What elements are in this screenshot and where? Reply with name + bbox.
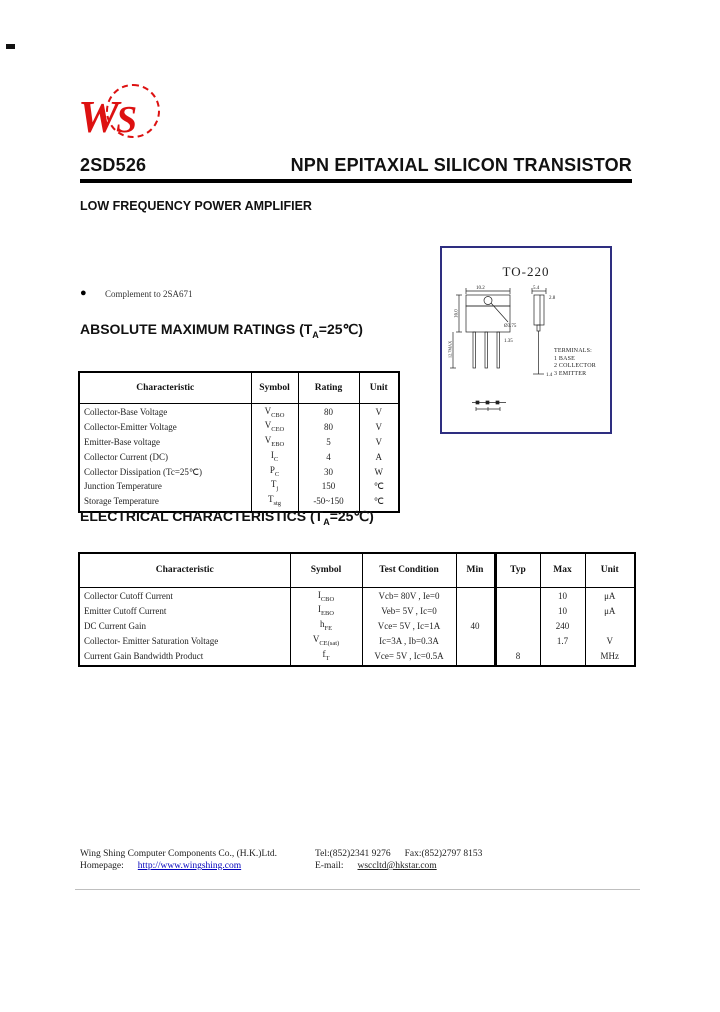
cell-unit: MHz <box>585 649 635 667</box>
company-name: Wing Shing Computer Components Co., (H.K.)Ltd. <box>80 849 277 859</box>
cell-test-condition: Vcb= 80V , Ie=0 <box>362 587 456 604</box>
dim-depth: 2.8 <box>549 296 556 301</box>
symbol-base: T <box>267 494 274 505</box>
symbol-base: P <box>269 464 275 475</box>
logo-letter-w: W <box>78 91 119 142</box>
cell-symbol <box>251 435 298 450</box>
cell-typ <box>495 587 540 604</box>
cell-characteristic: Current Gain Bandwidth Product <box>79 649 290 667</box>
table-row <box>79 479 399 494</box>
symbol-base: V <box>264 420 272 431</box>
email-line <box>315 861 437 871</box>
symbol-base: V <box>312 633 320 644</box>
document-title: NPN EPITAXIAL SILICON TRANSISTOR <box>290 155 632 175</box>
dim-thickness: 5.4 <box>533 286 540 291</box>
lead-1 <box>473 332 476 368</box>
tel-number: Tel:(852)2341 9276 <box>315 849 391 859</box>
abs-max-title-sub: A <box>312 329 319 340</box>
col-header-unit: Unit <box>585 553 635 587</box>
symbol-base: I <box>317 589 321 600</box>
table-row <box>79 403 399 420</box>
cell-test-condition: Veb= 5V , Ic=0 <box>362 604 456 619</box>
cell-unit: ℃ <box>359 494 399 512</box>
col-header-test-condition: Test Condition <box>362 553 456 587</box>
cell-symbol <box>290 587 362 604</box>
cell-typ <box>495 634 540 649</box>
cell-test-condition: Ic=3A , Ib=0.3A <box>362 634 456 649</box>
side-profile-outline <box>534 295 544 325</box>
symbol-base: V <box>264 435 272 446</box>
cell-characteristic: Junction Temperature <box>79 479 251 494</box>
cell-unit: V <box>585 634 635 649</box>
symbol-sub: C <box>273 455 279 463</box>
cell-symbol <box>290 649 362 667</box>
cell-max: 10 <box>540 604 585 619</box>
scan-artifact-mark <box>6 44 15 49</box>
cell-rating: 80 <box>298 403 359 420</box>
homepage-line <box>80 861 241 871</box>
lead-2 <box>485 332 488 368</box>
symbol-sub: CE(sat) <box>319 639 340 647</box>
dim-lead-length: 12.7MAX <box>447 340 453 358</box>
symbol-sub: C <box>274 470 280 478</box>
email-link[interactable]: wsccltd@hkstar.com <box>357 861 437 871</box>
dim-lead-width: 1.35 <box>504 339 513 344</box>
cell-characteristic: Collector Current (DC) <box>79 450 251 465</box>
terminal-base: 1 BASE <box>554 355 576 362</box>
symbol-sub: j <box>276 485 279 493</box>
col-header-min: Min <box>456 553 495 587</box>
table-header-row <box>79 372 399 403</box>
elec-title-suffix: =25℃) <box>329 508 374 524</box>
cell-unit: V <box>359 403 399 420</box>
symbol-base: I <box>318 604 321 615</box>
symbol-sub: FE <box>324 624 333 632</box>
symbol-base: V <box>264 405 272 416</box>
cell-rating: 150 <box>298 479 359 494</box>
package-name: TO-220 <box>502 264 550 279</box>
cell-min: 40 <box>456 619 495 634</box>
application-subtitle: LOW FREQUENCY POWER AMPLIFIER <box>80 199 312 213</box>
cell-unit: μA <box>585 587 635 604</box>
abs-max-title-prefix: ABSOLUTE MAXIMUM RATINGS (T <box>80 321 313 337</box>
table-row <box>79 604 635 619</box>
bullet-icon: ● <box>80 287 87 299</box>
symbol-base: f <box>322 648 326 659</box>
col-header-rating: Rating <box>298 372 359 403</box>
cell-symbol <box>290 634 362 649</box>
cell-test-condition: Vce= 5V , Ic=1A <box>362 619 456 634</box>
elec-section-title <box>80 508 374 527</box>
col-header-max: Max <box>540 553 585 587</box>
part-number: 2SD526 <box>80 155 147 175</box>
table-row <box>79 634 635 649</box>
lead-3 <box>497 332 500 368</box>
abs-max-title-suffix: =25℃) <box>318 321 363 337</box>
cell-min <box>456 587 495 604</box>
table-row <box>79 450 399 465</box>
cell-characteristic: Emitter-Base voltage <box>79 435 251 450</box>
cell-symbol <box>251 450 298 465</box>
dim-hole-diameter: Ø3.75 <box>504 324 517 329</box>
cell-symbol <box>290 604 362 619</box>
cell-characteristic: Collector-Base Voltage <box>79 403 251 420</box>
company-logo <box>78 88 170 150</box>
cell-min <box>456 649 495 667</box>
cell-characteristic: Collector- Emitter Saturation Voltage <box>79 634 290 649</box>
symbol-base: T <box>270 479 277 490</box>
cell-min <box>456 634 495 649</box>
table-row <box>79 587 635 604</box>
cell-max <box>540 649 585 667</box>
dim-body-height: 16.0 <box>454 309 460 318</box>
complement-note: Complement to 2SA671 <box>105 289 193 299</box>
dim-tab-thickness: 1.4 <box>546 373 553 378</box>
symbol-sub: CBO <box>320 595 335 603</box>
cell-min <box>456 604 495 619</box>
table-header-row <box>79 553 635 587</box>
terminal-emitter: 3 EMITTER <box>554 370 587 377</box>
symbol-sub: stg <box>273 500 282 508</box>
elec-title-prefix: ELECTRICAL CHARACTERISTICS (T <box>80 508 324 524</box>
tel-fax-line <box>315 849 482 859</box>
cell-unit: μA <box>585 604 635 619</box>
col-header-typ: Typ <box>495 553 540 587</box>
cell-typ <box>495 604 540 619</box>
symbol-base: I <box>270 449 274 460</box>
cell-characteristic: Collector-Emitter Voltage <box>79 420 251 435</box>
col-header-characteristic: Characteristic <box>79 372 251 403</box>
table-row <box>79 465 399 480</box>
cell-characteristic: Collector Dissipation (Tc=25℃) <box>79 465 251 480</box>
table-row <box>79 649 635 667</box>
electrical-characteristics-table <box>78 552 636 667</box>
symbol-sub: T <box>325 654 330 662</box>
col-header-symbol: Symbol <box>251 372 298 403</box>
cell-characteristic: DC Current Gain <box>79 619 290 634</box>
terminals-legend <box>554 348 596 378</box>
cell-unit: W <box>359 465 399 480</box>
homepage-label: Homepage: <box>80 861 124 871</box>
cell-rating: 5 <box>298 435 359 450</box>
cell-rating: -50~150 <box>298 494 359 512</box>
table-row <box>79 435 399 450</box>
footer-divider <box>75 889 640 890</box>
cell-characteristic: Storage Temperature <box>79 494 251 512</box>
header-rule <box>80 179 632 183</box>
table-row <box>79 619 635 634</box>
symbol-sub: EBO <box>321 610 334 618</box>
cell-max: 240 <box>540 619 585 634</box>
cell-characteristic: Collector Cutoff Current <box>79 587 290 604</box>
cell-typ <box>495 619 540 634</box>
table-row <box>79 420 399 435</box>
cell-unit: A <box>359 450 399 465</box>
cell-symbol <box>290 619 362 634</box>
cell-unit: V <box>359 420 399 435</box>
terminal-collector: 2 COLLECTOR <box>554 363 596 369</box>
logo-letter-s: S <box>116 99 138 141</box>
cell-unit: ℃ <box>359 479 399 494</box>
col-header-unit: Unit <box>359 372 399 403</box>
fax-number: Fax:(852)2797 8153 <box>404 849 483 859</box>
col-header-characteristic: Characteristic <box>79 553 290 587</box>
abs-max-ratings-table <box>78 371 400 513</box>
homepage-link[interactable]: http://www.wingshing.com <box>137 861 242 871</box>
symbol-base: h <box>319 619 325 630</box>
cell-rating: 4 <box>298 450 359 465</box>
terminals-title: TERMINALS: <box>554 348 592 354</box>
cell-unit: V <box>359 435 399 450</box>
cell-symbol <box>251 403 298 420</box>
cell-symbol <box>251 420 298 435</box>
cell-typ: 8 <box>495 649 540 667</box>
cell-max: 10 <box>540 587 585 604</box>
cell-characteristic: Emitter Cutoff Current <box>79 604 290 619</box>
symbol-sub: EBO <box>271 440 285 448</box>
elec-title-sub: A <box>323 516 330 527</box>
cell-unit <box>585 619 635 634</box>
symbol-sub: CBO <box>271 411 285 419</box>
cell-max: 1.7 <box>540 634 585 649</box>
cell-rating: 80 <box>298 420 359 435</box>
email-label: E-mail: <box>315 861 344 871</box>
abs-max-section-title <box>80 321 363 340</box>
cell-symbol <box>251 479 298 494</box>
cell-symbol <box>251 465 298 480</box>
package-outline-box <box>440 246 612 434</box>
symbol-sub: CEO <box>271 426 285 434</box>
cell-test-condition: Vce= 5V , Ic=0.5A <box>362 649 456 667</box>
dim-top-width: 10.2 <box>476 286 485 291</box>
cell-rating: 30 <box>298 465 359 480</box>
col-header-symbol: Symbol <box>290 553 362 587</box>
